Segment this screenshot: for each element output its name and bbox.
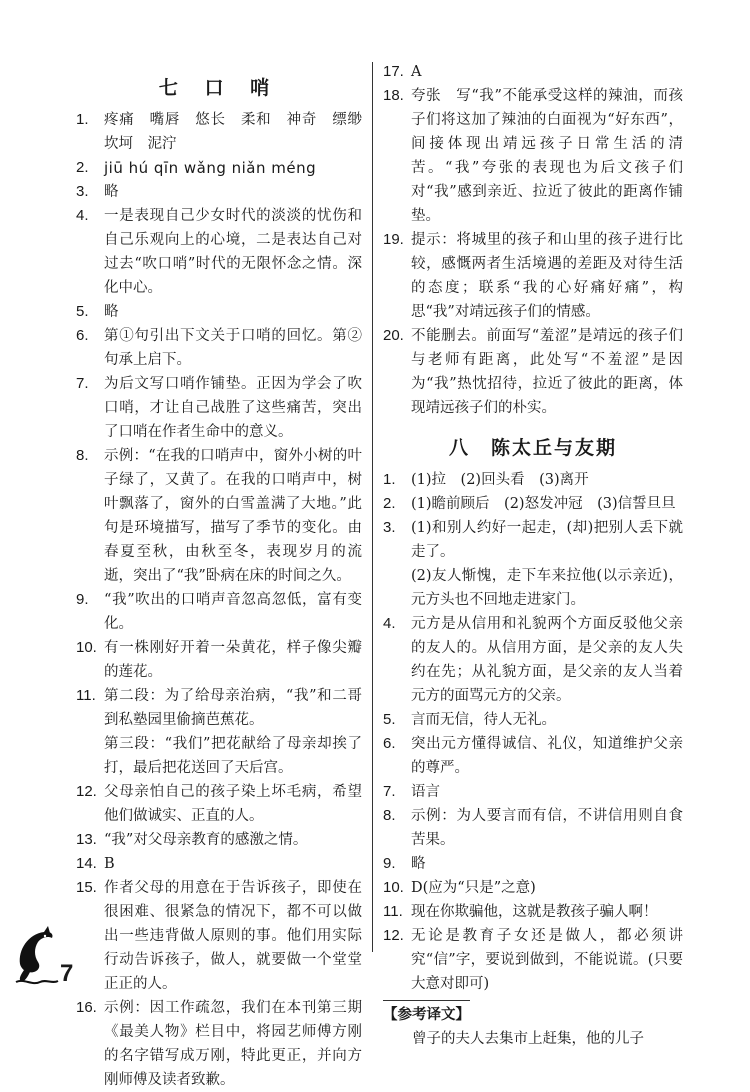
answer-text: [411, 780, 683, 804]
answer-line: 有一株刚好开着一朵黄花，样子像尖瓣的莲花。: [104, 640, 362, 680]
answer-line: A: [411, 64, 422, 80]
answer-item: [383, 228, 683, 324]
answer-text: [411, 852, 683, 876]
answer-item: [383, 324, 683, 420]
column-divider: [372, 62, 373, 952]
answer-text: [104, 780, 362, 828]
section-title-8: 八 陈太丘与友期: [448, 437, 617, 459]
answer-text: [104, 156, 362, 180]
reference-translation-text: 曾子的夫人去集市上赶集，他的儿子: [412, 1031, 644, 1047]
answer-number: 13.: [76, 831, 97, 848]
dolphin-icon: [14, 924, 62, 986]
answer-text: [411, 324, 683, 420]
answer-number: 6.: [76, 327, 89, 344]
answer-item: [76, 204, 362, 300]
answer-line: 第二段：为了给母亲治病，“我”和二哥到私塾园里偷摘芭蕉花。: [104, 688, 362, 728]
answer-number: 5.: [383, 711, 396, 728]
answer-text: [411, 228, 683, 324]
answer-text: [411, 732, 683, 780]
answer-text: [411, 876, 683, 900]
answer-text: [104, 588, 362, 636]
answer-line: 元方是从信用和礼貌两个方面反驳他父亲的友人的。从信用方面，是父亲的友人失约在先；从礼貌方面，是父亲的友人当着元方的面骂元方的父亲。: [411, 616, 683, 704]
answer-item: [76, 996, 362, 1092]
answer-number: 9.: [76, 591, 89, 608]
answer-number: 4.: [76, 207, 89, 224]
answer-number: 12.: [76, 783, 97, 800]
answer-line: 现在你欺骗他，这就是教孩子骗人啊！: [411, 904, 658, 920]
reference-translation-heading: 【参考译文】: [383, 1000, 470, 1027]
answer-line: 示例：“在我的口哨声中，窗外小树的叶子绿了，又黄了。在我的口哨声中，树叶飘落了，窗外的白雪盖满了大地。”此句是环境描写，描写了季节的变化。由春夏至秋，由秋至冬，表现岁月的流逝，突出了“我”卧病在床的时间之久。: [104, 448, 362, 584]
answer-item: [383, 732, 683, 780]
answer-number: 2.: [76, 159, 89, 176]
answer-item: [76, 588, 362, 636]
answer-number: 19.: [383, 231, 404, 248]
answer-line: 第三段：“我们”把花献给了母亲却挨了打，最后把花送回了天后宫。: [104, 736, 362, 776]
answer-number: 16.: [76, 999, 97, 1016]
answer-number: 6.: [383, 735, 396, 752]
answer-line: D(应为“只是”之意): [411, 880, 536, 896]
answer-number: 1.: [383, 471, 396, 488]
answer-text: [104, 180, 362, 204]
answer-item: [383, 492, 683, 516]
answer-text: [411, 84, 683, 228]
answer-text: [411, 804, 683, 852]
answer-line: 略: [411, 856, 426, 872]
left-column: [76, 60, 362, 1092]
answer-text: [411, 900, 683, 924]
answer-line: 言而无信，待人无礼。: [411, 712, 556, 728]
answer-number: 20.: [383, 327, 404, 344]
section-7-answers: [76, 108, 362, 1092]
answer-text: [104, 324, 362, 372]
answer-number: 5.: [76, 303, 89, 320]
answer-line: 一是表现自己少女时代的淡淡的忧伤和自己乐观向上的心境，二是表达自己对过去“吹口哨”时代的无限怀念之情。深化中心。: [104, 208, 362, 296]
answer-text: [411, 468, 683, 492]
answer-line: 第①句引出下文关于口哨的回忆。第②句承上启下。: [104, 328, 362, 368]
answer-line: 夸张 写“我”不能承受这样的辣油，而孩子们将这加了辣油的白面视为“好东西”，间接体现出靖远孩子日常生活的清苦。“我”夸张的表现也为后文孩子们对“我”感到亲近、拉近了彼此的距离作铺垫。: [411, 88, 683, 224]
answer-number: 7.: [383, 783, 396, 800]
answer-item: [76, 156, 362, 180]
answer-line: (1)瞻前顾后 (2)怒发冲冠 (3)信誓旦旦: [411, 496, 676, 512]
section-8-answers: [383, 468, 683, 996]
answer-item: [383, 84, 683, 228]
answer-line: 突出元方懂得诚信、礼仪，知道维护父亲的尊严。: [411, 736, 683, 776]
answer-line: 提示：将城里的孩子和山里的孩子进行比较，感慨两者生活境遇的差距及对待生活的态度；联系“我的心好痛好痛”，构思“我”对靖远孩子们的情感。: [411, 232, 683, 320]
answer-text: [411, 708, 683, 732]
answer-item: [383, 924, 683, 996]
answer-item: [383, 612, 683, 708]
answer-item: [76, 180, 362, 204]
answer-item: [76, 828, 362, 852]
answer-line: (2)友人惭愧，走下车来拉他(以示亲近)，元方头也不回地走进家门。: [411, 568, 683, 608]
answer-text: [104, 684, 362, 780]
answer-line: 父母亲怕自己的孩子染上坏毛病，希望他们做诚实、正直的人。: [104, 784, 362, 824]
answer-number: 18.: [383, 87, 404, 104]
answer-line: 疼痛 嘴唇 悠长 柔和 神奇 缥缈 坎坷 泥泞: [104, 112, 362, 152]
answer-item: [383, 468, 683, 492]
answer-item: [383, 900, 683, 924]
answer-item: [76, 108, 362, 156]
answer-text: [104, 996, 362, 1092]
answer-number: 10.: [76, 639, 97, 656]
answer-item: [76, 684, 362, 780]
answer-item: [383, 708, 683, 732]
section-7-answers-continued: [383, 60, 683, 420]
answer-number: 11.: [76, 687, 96, 704]
answer-line: jiū hú qīn wǎng niǎn méng: [104, 159, 317, 177]
answer-text: [104, 204, 362, 300]
answer-item: [76, 300, 362, 324]
answer-item: [383, 780, 683, 804]
answer-item: [383, 60, 683, 84]
answer-text: [104, 876, 362, 996]
answer-line: 语言: [411, 784, 440, 800]
answer-line: 略: [104, 304, 119, 320]
answer-item: [383, 804, 683, 852]
page-number: 7: [60, 960, 74, 987]
answer-number: 9.: [383, 855, 396, 872]
answer-number: 17.: [383, 63, 404, 80]
answer-number: 3.: [383, 519, 396, 536]
answer-text: [104, 108, 362, 156]
answer-number: 15.: [76, 879, 97, 896]
answer-text: [104, 372, 362, 444]
answer-item: [76, 780, 362, 828]
answer-text: [104, 636, 362, 684]
answer-line: 略: [104, 184, 119, 200]
answer-number: 4.: [383, 615, 396, 632]
answer-number: 3.: [76, 183, 89, 200]
answer-number: 14.: [76, 855, 97, 872]
answer-number: 1.: [76, 111, 89, 128]
answer-number: 10.: [383, 879, 404, 896]
answer-text: [411, 516, 683, 612]
section-title-7: 七 口 哨: [158, 77, 280, 99]
answer-item: [76, 636, 362, 684]
answer-item: [76, 372, 362, 444]
answer-item: [383, 876, 683, 900]
answer-text: [411, 612, 683, 708]
right-column: [383, 60, 683, 1051]
answer-text: [104, 852, 362, 876]
answer-text: [104, 828, 362, 852]
answer-line: 作者父母的用意在于告诉孩子，即使在很困难、很紧急的情况下，都不可以做出一些违背做人原则的事。他们用实际行动告诉孩子，做人，就要做一个堂堂正正的人。: [104, 880, 362, 992]
answer-text: [411, 924, 683, 996]
answer-line: 示例：因工作疏忽，我们在本刊第三期《最美人物》栏目中，将园艺师傅方刚的名字错写成万刚，特此更正，并向方刚师傅及读者致歉。: [104, 1000, 362, 1088]
answer-number: 11.: [383, 903, 403, 920]
answer-number: 8.: [383, 807, 396, 824]
answer-line: “我”吹出的口哨声音忽高忽低，富有变化。: [104, 592, 362, 632]
answer-item: [76, 852, 362, 876]
answer-line: “我”对父母亲教育的感激之情。: [104, 832, 308, 848]
answer-number: 12.: [383, 927, 404, 944]
answer-item: [383, 516, 683, 612]
answer-text: [411, 60, 683, 84]
answer-text: [104, 444, 362, 588]
answer-item: [383, 852, 683, 876]
answer-line: 示例：为人要言而有信，不讲信用则自食苦果。: [411, 808, 683, 848]
answer-number: 8.: [76, 447, 89, 464]
answer-line: 无论是教育子女还是做人，都必须讲究“信”字，要说到做到，不能说谎。(只要大意对即可): [411, 928, 683, 992]
answer-text: [104, 300, 362, 324]
answer-item: [76, 876, 362, 996]
answer-number: 7.: [76, 375, 89, 392]
answer-line: (1)和别人约好一起走，(却)把别人丢下就走了。: [411, 520, 683, 560]
answer-line: 为后文写口哨作铺垫。正因为学会了吹口哨，才让自己战胜了这些痛苦，突出了口哨在作者生命中的意义。: [104, 376, 362, 440]
answer-line: (1)拉 (2)回头看 (3)离开: [411, 472, 589, 488]
answer-text: [411, 492, 683, 516]
answer-line: 不能删去。前面写“羞涩”是靖远的孩子们与老师有距离，此处写“不羞涩”是因为“我”热忱招待，拉近了彼此的距离，体现靖远孩子们的朴实。: [411, 328, 683, 416]
answer-item: [76, 444, 362, 588]
answer-item: [76, 324, 362, 372]
answer-number: 2.: [383, 495, 396, 512]
answer-line: B: [104, 856, 115, 872]
